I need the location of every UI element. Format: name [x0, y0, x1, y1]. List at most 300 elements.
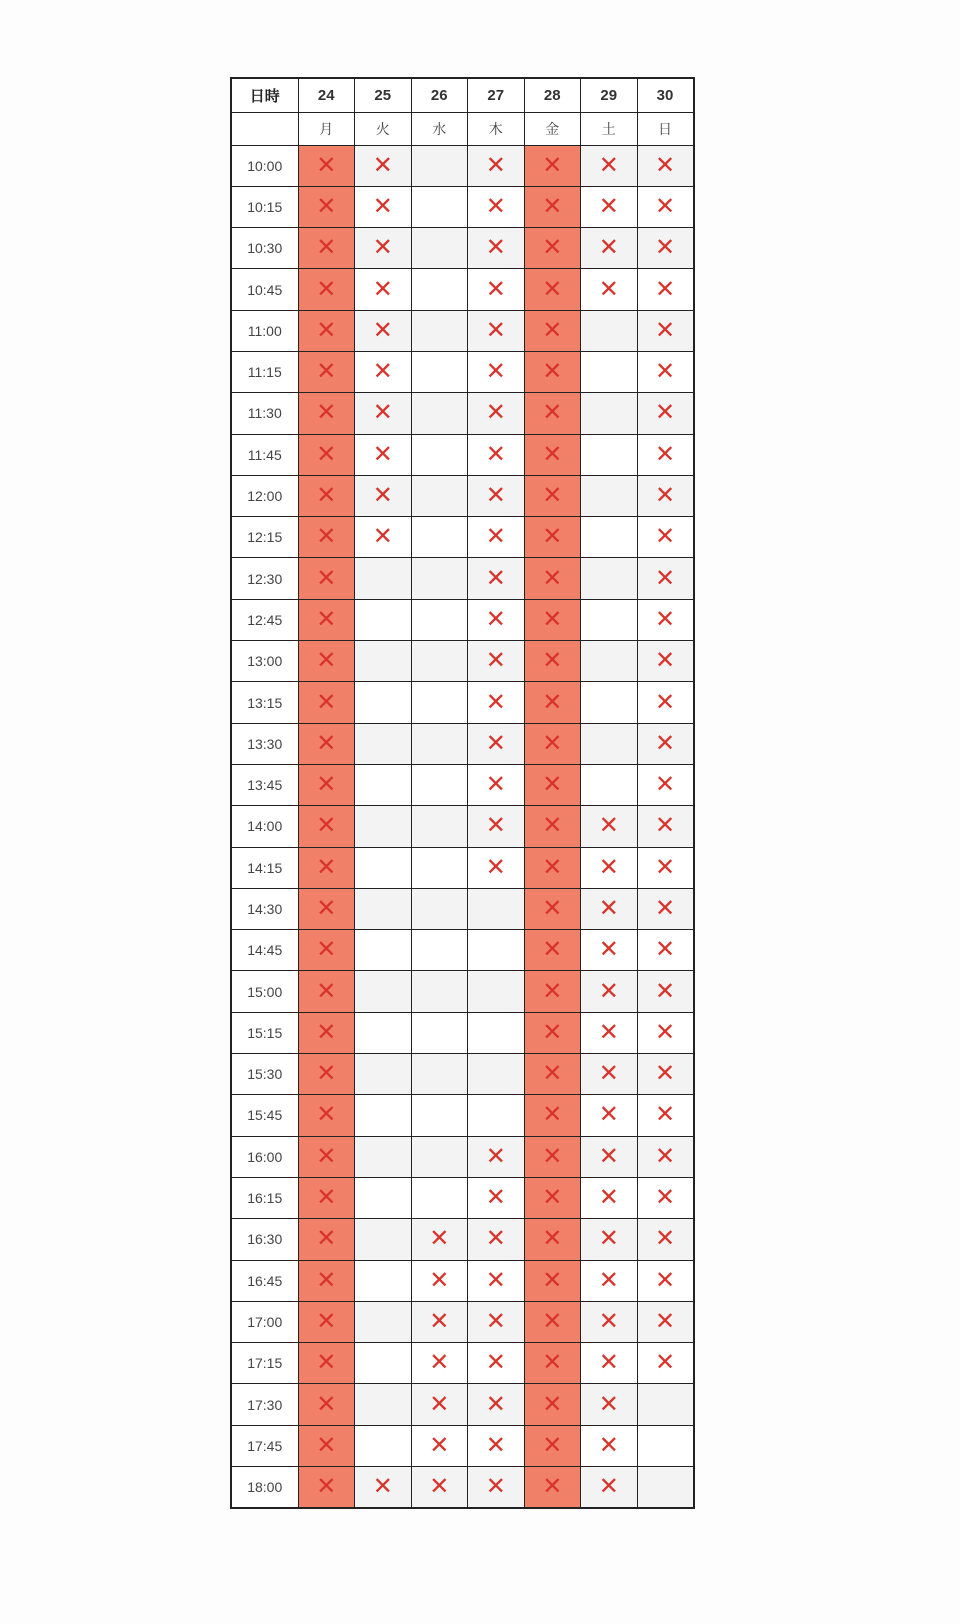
cross-mark-icon: ✕ [654, 977, 676, 1005]
unavailable-slot-cell [298, 1136, 355, 1177]
available-slot-cell[interactable] [581, 682, 638, 723]
available-slot-cell[interactable] [411, 764, 468, 805]
cross-mark-icon: ✕ [542, 936, 563, 964]
time-label: 16:15 [231, 1177, 298, 1218]
time-slot-row [231, 558, 694, 599]
available-slot-cell[interactable] [411, 599, 468, 640]
cross-mark-icon: ✕ [485, 564, 506, 592]
cross-mark-icon: ✕ [542, 1225, 563, 1253]
time-label: 15:45 [231, 1095, 298, 1136]
unavailable-slot-cell [298, 393, 355, 434]
weekday-corner [231, 112, 298, 145]
unavailable-slot-cell [524, 558, 581, 599]
cross-mark-icon: ✕ [372, 399, 393, 427]
available-slot-cell[interactable] [355, 1301, 412, 1342]
available-slot-cell[interactable] [411, 558, 468, 599]
time-slot-row [231, 1219, 694, 1260]
time-label: 13:15 [231, 682, 298, 723]
unavailable-slot-cell [411, 1343, 468, 1384]
cross-mark-icon: ✕ [654, 482, 676, 510]
time-slot-row [231, 930, 694, 971]
available-slot-cell[interactable] [637, 1425, 694, 1466]
cross-mark-icon: ✕ [654, 688, 676, 716]
cross-mark-icon: ✕ [485, 1390, 506, 1418]
unavailable-slot-cell [637, 517, 694, 558]
unavailable-slot-cell [468, 269, 525, 310]
weekday-header: 木 [468, 112, 525, 145]
unavailable-slot-cell [524, 1012, 581, 1053]
unavailable-slot-cell [468, 1301, 525, 1342]
unavailable-slot-cell [637, 806, 694, 847]
weekday-header: 水 [411, 112, 468, 145]
available-slot-cell[interactable] [411, 1136, 468, 1177]
unavailable-slot-cell [298, 145, 355, 186]
cross-mark-icon: ✕ [598, 234, 619, 262]
cross-mark-icon: ✕ [542, 275, 563, 303]
unavailable-slot-cell [524, 1260, 581, 1301]
available-slot-cell[interactable] [355, 971, 412, 1012]
unavailable-slot-cell [524, 310, 581, 351]
time-label: 12:30 [231, 558, 298, 599]
available-slot-cell[interactable] [581, 764, 638, 805]
cross-mark-icon: ✕ [542, 523, 563, 551]
cross-mark-icon: ✕ [429, 1472, 450, 1500]
cross-mark-icon: ✕ [598, 1018, 619, 1046]
cross-mark-icon: ✕ [654, 234, 676, 262]
cross-mark-icon: ✕ [316, 936, 337, 964]
time-slot-row [231, 1136, 694, 1177]
unavailable-slot-cell [581, 1260, 638, 1301]
unavailable-slot-cell [298, 847, 355, 888]
unavailable-slot-cell [298, 1425, 355, 1466]
unavailable-slot-cell [298, 599, 355, 640]
unavailable-slot-cell [581, 930, 638, 971]
unavailable-slot-cell [468, 847, 525, 888]
cross-mark-icon: ✕ [485, 1349, 506, 1377]
cross-mark-icon: ✕ [316, 564, 337, 592]
available-slot-cell[interactable] [411, 1177, 468, 1218]
cross-mark-icon: ✕ [316, 1390, 337, 1418]
cross-mark-icon: ✕ [598, 1101, 619, 1129]
available-slot-cell[interactable] [581, 641, 638, 682]
available-slot-cell[interactable] [581, 599, 638, 640]
cross-mark-icon: ✕ [372, 482, 393, 510]
date-header: 26 [411, 78, 468, 112]
available-slot-cell[interactable] [355, 764, 412, 805]
unavailable-slot-cell [298, 1343, 355, 1384]
cross-mark-icon: ✕ [598, 894, 619, 922]
available-slot-cell[interactable] [355, 1343, 412, 1384]
cross-mark-icon: ✕ [429, 1225, 450, 1253]
cross-mark-icon: ✕ [485, 440, 506, 468]
cross-mark-icon: ✕ [485, 1266, 506, 1294]
cross-mark-icon: ✕ [542, 1307, 563, 1335]
time-label: 16:45 [231, 1260, 298, 1301]
cross-mark-icon: ✕ [598, 812, 619, 840]
unavailable-slot-cell [637, 723, 694, 764]
cross-mark-icon: ✕ [654, 1184, 676, 1212]
unavailable-slot-cell [468, 1467, 525, 1508]
cross-mark-icon: ✕ [542, 316, 563, 344]
cross-mark-icon: ✕ [485, 688, 506, 716]
cross-mark-icon: ✕ [598, 192, 619, 220]
unavailable-slot-cell [581, 1136, 638, 1177]
available-slot-cell[interactable] [355, 888, 412, 929]
unavailable-slot-cell [355, 393, 412, 434]
available-slot-cell[interactable] [411, 641, 468, 682]
cross-mark-icon: ✕ [372, 234, 393, 262]
available-slot-cell[interactable] [355, 930, 412, 971]
unavailable-slot-cell [355, 228, 412, 269]
cross-mark-icon: ✕ [316, 192, 337, 220]
available-slot-cell[interactable] [411, 269, 468, 310]
time-slot-row [231, 723, 694, 764]
cross-mark-icon: ✕ [485, 275, 506, 303]
available-slot-cell[interactable] [581, 723, 638, 764]
available-slot-cell[interactable] [411, 517, 468, 558]
available-slot-cell[interactable] [411, 228, 468, 269]
unavailable-slot-cell [468, 1425, 525, 1466]
available-slot-cell[interactable] [581, 517, 638, 558]
cross-mark-icon: ✕ [654, 316, 676, 344]
cross-mark-icon: ✕ [654, 1018, 676, 1046]
unavailable-slot-cell [637, 1177, 694, 1218]
cross-mark-icon: ✕ [654, 729, 676, 757]
cross-mark-icon: ✕ [485, 729, 506, 757]
cross-mark-icon: ✕ [542, 151, 563, 179]
unavailable-slot-cell [524, 1425, 581, 1466]
cross-mark-icon: ✕ [485, 1307, 506, 1335]
cross-mark-icon: ✕ [316, 729, 337, 757]
cross-mark-icon: ✕ [654, 1142, 676, 1170]
cross-mark-icon: ✕ [542, 729, 563, 757]
unavailable-slot-cell [411, 1301, 468, 1342]
unavailable-slot-cell [298, 1467, 355, 1508]
available-slot-cell[interactable] [637, 1384, 694, 1425]
unavailable-slot-cell [524, 1467, 581, 1508]
unavailable-slot-cell [468, 434, 525, 475]
available-slot-cell[interactable] [355, 1054, 412, 1095]
cross-mark-icon: ✕ [316, 605, 337, 633]
available-slot-cell[interactable] [355, 806, 412, 847]
unavailable-slot-cell [298, 1095, 355, 1136]
available-slot-cell[interactable] [411, 723, 468, 764]
cross-mark-icon: ✕ [542, 1142, 563, 1170]
cross-mark-icon: ✕ [316, 234, 337, 262]
unavailable-slot-cell [468, 1136, 525, 1177]
unavailable-slot-cell [298, 1177, 355, 1218]
date-header: 30 [637, 78, 694, 112]
available-slot-cell[interactable] [468, 1012, 525, 1053]
available-slot-cell[interactable] [468, 1095, 525, 1136]
cross-mark-icon: ✕ [542, 894, 563, 922]
cross-mark-icon: ✕ [485, 647, 506, 675]
unavailable-slot-cell [298, 186, 355, 227]
cross-mark-icon: ✕ [316, 1060, 337, 1088]
unavailable-slot-cell [298, 806, 355, 847]
available-slot-cell[interactable] [637, 1467, 694, 1508]
cross-mark-icon: ✕ [542, 399, 563, 427]
available-slot-cell[interactable] [411, 145, 468, 186]
time-slot-row [231, 971, 694, 1012]
cross-mark-icon: ✕ [372, 275, 393, 303]
unavailable-slot-cell [637, 1260, 694, 1301]
cross-mark-icon: ✕ [372, 358, 393, 386]
unavailable-slot-cell [355, 434, 412, 475]
available-slot-cell[interactable] [355, 1177, 412, 1218]
unavailable-slot-cell [637, 888, 694, 929]
unavailable-slot-cell [637, 764, 694, 805]
unavailable-slot-cell [524, 186, 581, 227]
time-slot-row [231, 310, 694, 351]
unavailable-slot-cell [581, 1012, 638, 1053]
unavailable-slot-cell [637, 558, 694, 599]
cross-mark-icon: ✕ [316, 647, 337, 675]
cross-mark-icon: ✕ [542, 1018, 563, 1046]
unavailable-slot-cell [298, 517, 355, 558]
unavailable-slot-cell [298, 1260, 355, 1301]
time-label: 17:45 [231, 1425, 298, 1466]
unavailable-slot-cell [298, 764, 355, 805]
available-slot-cell[interactable] [411, 806, 468, 847]
cross-mark-icon: ✕ [542, 605, 563, 633]
cross-mark-icon: ✕ [485, 1431, 506, 1459]
available-slot-cell[interactable] [411, 393, 468, 434]
available-slot-cell[interactable] [411, 847, 468, 888]
cross-mark-icon: ✕ [316, 977, 337, 1005]
unavailable-slot-cell [468, 558, 525, 599]
available-slot-cell[interactable] [411, 971, 468, 1012]
time-label: 10:15 [231, 186, 298, 227]
unavailable-slot-cell [524, 1219, 581, 1260]
unavailable-slot-cell [298, 1012, 355, 1053]
cross-mark-icon: ✕ [316, 1184, 337, 1212]
available-slot-cell[interactable] [411, 351, 468, 392]
cross-mark-icon: ✕ [654, 812, 676, 840]
available-slot-cell[interactable] [581, 351, 638, 392]
unavailable-slot-cell [581, 1054, 638, 1095]
available-slot-cell[interactable] [355, 558, 412, 599]
cross-mark-icon: ✕ [316, 1431, 337, 1459]
unavailable-slot-cell [355, 1467, 412, 1508]
date-header: 29 [581, 78, 638, 112]
unavailable-slot-cell [581, 1384, 638, 1425]
time-label: 12:00 [231, 475, 298, 516]
cross-mark-icon: ✕ [598, 275, 619, 303]
cross-mark-icon: ✕ [598, 1390, 619, 1418]
time-slot-row [231, 1343, 694, 1384]
date-header: 24 [298, 78, 355, 112]
time-label: 14:45 [231, 930, 298, 971]
unavailable-slot-cell [637, 1301, 694, 1342]
available-slot-cell[interactable] [355, 723, 412, 764]
cross-mark-icon: ✕ [429, 1307, 450, 1335]
time-label: 17:15 [231, 1343, 298, 1384]
cross-mark-icon: ✕ [542, 192, 563, 220]
unavailable-slot-cell [637, 310, 694, 351]
unavailable-slot-cell [524, 641, 581, 682]
unavailable-slot-cell [524, 847, 581, 888]
cross-mark-icon: ✕ [598, 1184, 619, 1212]
cross-mark-icon: ✕ [542, 688, 563, 716]
unavailable-slot-cell [524, 1343, 581, 1384]
available-slot-cell[interactable] [411, 1054, 468, 1095]
cross-mark-icon: ✕ [542, 1101, 563, 1129]
available-slot-cell[interactable] [411, 888, 468, 929]
available-slot-cell[interactable] [411, 186, 468, 227]
available-slot-cell[interactable] [355, 1425, 412, 1466]
cross-mark-icon: ✕ [542, 482, 563, 510]
time-slot-row [231, 1260, 694, 1301]
date-header: 25 [355, 78, 412, 112]
cross-mark-icon: ✕ [485, 523, 506, 551]
unavailable-slot-cell [298, 1301, 355, 1342]
available-slot-cell[interactable] [411, 475, 468, 516]
cross-mark-icon: ✕ [654, 647, 676, 675]
cross-mark-icon: ✕ [485, 1142, 506, 1170]
cross-mark-icon: ✕ [598, 1307, 619, 1335]
cross-mark-icon: ✕ [316, 1307, 337, 1335]
unavailable-slot-cell [637, 434, 694, 475]
unavailable-slot-cell [298, 888, 355, 929]
time-slot-row [231, 1301, 694, 1342]
time-slot-row [231, 806, 694, 847]
time-label: 15:00 [231, 971, 298, 1012]
cross-mark-icon: ✕ [316, 358, 337, 386]
unavailable-slot-cell [298, 930, 355, 971]
time-slot-row [231, 641, 694, 682]
cross-mark-icon: ✕ [542, 812, 563, 840]
cross-mark-icon: ✕ [316, 894, 337, 922]
available-slot-cell[interactable] [355, 847, 412, 888]
unavailable-slot-cell [524, 393, 581, 434]
available-slot-cell[interactable] [355, 1384, 412, 1425]
calendar-body [231, 145, 694, 1508]
cross-mark-icon: ✕ [654, 275, 676, 303]
available-slot-cell[interactable] [581, 393, 638, 434]
cross-mark-icon: ✕ [485, 605, 506, 633]
available-slot-cell[interactable] [355, 682, 412, 723]
time-slot-row [231, 393, 694, 434]
available-slot-cell[interactable] [355, 599, 412, 640]
time-slot-row [231, 269, 694, 310]
cross-mark-icon: ✕ [542, 647, 563, 675]
cross-mark-icon: ✕ [316, 440, 337, 468]
cross-mark-icon: ✕ [316, 1225, 337, 1253]
cross-mark-icon: ✕ [316, 1472, 337, 1500]
available-slot-cell[interactable] [411, 310, 468, 351]
unavailable-slot-cell [581, 888, 638, 929]
unavailable-slot-cell [468, 1343, 525, 1384]
unavailable-slot-cell [524, 351, 581, 392]
unavailable-slot-cell [468, 517, 525, 558]
available-slot-cell[interactable] [355, 1219, 412, 1260]
cross-mark-icon: ✕ [429, 1390, 450, 1418]
weekday-header: 火 [355, 112, 412, 145]
time-slot-row [231, 847, 694, 888]
available-slot-cell[interactable] [355, 641, 412, 682]
time-slot-row [231, 1177, 694, 1218]
cross-mark-icon: ✕ [542, 358, 563, 386]
available-slot-cell[interactable] [581, 558, 638, 599]
unavailable-slot-cell [468, 186, 525, 227]
cross-mark-icon: ✕ [654, 1307, 676, 1335]
unavailable-slot-cell [468, 351, 525, 392]
available-slot-cell[interactable] [468, 1054, 525, 1095]
available-slot-cell[interactable] [411, 930, 468, 971]
date-header: 28 [524, 78, 581, 112]
available-slot-cell[interactable] [468, 888, 525, 929]
unavailable-slot-cell [581, 806, 638, 847]
cross-mark-icon: ✕ [485, 399, 506, 427]
available-slot-cell[interactable] [411, 1012, 468, 1053]
cross-mark-icon: ✕ [654, 853, 676, 881]
time-slot-row [231, 228, 694, 269]
available-slot-cell[interactable] [355, 1260, 412, 1301]
cross-mark-icon: ✕ [485, 482, 506, 510]
available-slot-cell[interactable] [581, 475, 638, 516]
time-label: 10:30 [231, 228, 298, 269]
unavailable-slot-cell [637, 641, 694, 682]
time-label: 11:15 [231, 351, 298, 392]
cross-mark-icon: ✕ [654, 1060, 676, 1088]
available-slot-cell[interactable] [411, 434, 468, 475]
available-slot-cell[interactable] [355, 1136, 412, 1177]
cross-mark-icon: ✕ [598, 1060, 619, 1088]
cross-mark-icon: ✕ [598, 151, 619, 179]
available-slot-cell[interactable] [581, 434, 638, 475]
cross-mark-icon: ✕ [542, 1060, 563, 1088]
cross-mark-icon: ✕ [485, 151, 506, 179]
available-slot-cell[interactable] [468, 930, 525, 971]
unavailable-slot-cell [298, 723, 355, 764]
cross-mark-icon: ✕ [316, 399, 337, 427]
unavailable-slot-cell [637, 1343, 694, 1384]
unavailable-slot-cell [524, 599, 581, 640]
cross-mark-icon: ✕ [598, 977, 619, 1005]
cross-mark-icon: ✕ [542, 1266, 563, 1294]
time-label: 12:45 [231, 599, 298, 640]
cross-mark-icon: ✕ [542, 1472, 563, 1500]
unavailable-slot-cell [524, 1054, 581, 1095]
unavailable-slot-cell [524, 971, 581, 1012]
unavailable-slot-cell [581, 971, 638, 1012]
unavailable-slot-cell [581, 1177, 638, 1218]
available-slot-cell[interactable] [581, 310, 638, 351]
cross-mark-icon: ✕ [485, 192, 506, 220]
time-slot-row [231, 1095, 694, 1136]
unavailable-slot-cell [637, 1012, 694, 1053]
available-slot-cell[interactable] [411, 1095, 468, 1136]
calendar-header [231, 78, 694, 145]
cross-mark-icon: ✕ [485, 358, 506, 386]
available-slot-cell[interactable] [411, 682, 468, 723]
available-slot-cell[interactable] [355, 1095, 412, 1136]
unavailable-slot-cell [355, 145, 412, 186]
time-label: 12:15 [231, 517, 298, 558]
available-slot-cell[interactable] [355, 1012, 412, 1053]
cross-mark-icon: ✕ [485, 1472, 506, 1500]
cross-mark-icon: ✕ [654, 1101, 676, 1129]
available-slot-cell[interactable] [468, 971, 525, 1012]
unavailable-slot-cell [355, 310, 412, 351]
cross-mark-icon: ✕ [598, 853, 619, 881]
cross-mark-icon: ✕ [542, 1349, 563, 1377]
unavailable-slot-cell [637, 1136, 694, 1177]
cross-mark-icon: ✕ [598, 1431, 619, 1459]
time-slot-row [231, 1012, 694, 1053]
cross-mark-icon: ✕ [316, 523, 337, 551]
